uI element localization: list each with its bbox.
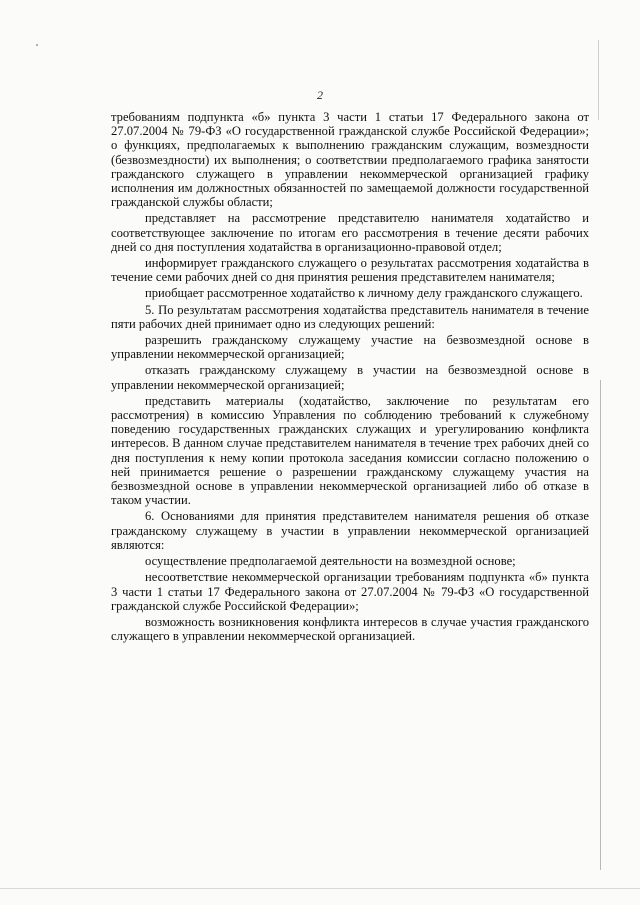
paragraph-refuse: отказать гражданскому служащему в участии на безвозмездной основе в управлении некоммерческой организацией; <box>111 363 589 392</box>
paragraph-section-5: 5. По результатам рассмотрения ходатайства представитель нанимателя в течение пяти рабочих дней принимает одно из следующих решений: <box>111 302 589 331</box>
scan-edge-mark-top <box>598 40 599 120</box>
scan-edge-mark <box>600 380 601 870</box>
paragraph-conflict: возможность возникновения конфликта интересов в случае участия гражданского служащего в управлении некоммерческой организацией. <box>111 614 589 644</box>
paragraph-continuation: требованиям подпункта «б» пункта 3 части 1 статьи 17 Федерального закона от 27.07.2004 № 79-ФЗ «О государственной гражданской службе Российской Федерации»; о функциях, предполагаемых к выполнению гражданским служащим, возмездности (безвозмездности) их выполнения; о соответствии предполагаемого графика занятости гражданского служащего в управлении некоммерческой организацией графику исполнения им должностных обязанностей по замещаемой должности государственной гражданской службы области; <box>111 110 589 210</box>
paragraph-inform-servant: информирует гражданского служащего о результатах рассмотрения ходатайства в течение семи рабочих дней со дня принятия решения представителем нанимателя; <box>111 256 589 285</box>
paragraph-attach-file: приобщает рассмотренное ходатайство к личному делу гражданского служащего. <box>145 286 583 301</box>
paragraph-nonconformity: несоответствие некоммерческой организации требованиям подпункта «б» пункта 3 части 1 статьи 17 Федерального закона от 27.07.2004 № 79-ФЗ «О государственной гражданской службе Российской Федерации»; <box>111 570 589 613</box>
scan-speck <box>36 44 38 46</box>
paragraph-commission: представить материалы (ходатайство, заключение по результатам его рассмотрения) в комиссию Управления по соблюдению требований к служебному поведению государственных гражданских служащих и урегулированию конфликта интересов. В данном случае представителем нанимателя в течение трех рабочих дней со дня поступления к нему копии протокола заседания комиссии согласно положению о ней принимается решение о разрешении гражданскому служащему участия на безвозмездной основе в управлении некоммерческой организацией либо об отказе в таком участии. <box>111 393 589 508</box>
page-number: 2 <box>317 88 323 102</box>
document-body <box>111 110 589 645</box>
paragraph-section-6: 6. Основаниями для принятия представителем нанимателя решения об отказе гражданскому служащему в участии в управлении некоммерческой организацией являются: <box>111 509 589 552</box>
scan-bottom-edge <box>0 888 640 889</box>
paragraph-paid-basis: осуществление предполагаемой деятельности на возмездной основе; <box>145 554 516 569</box>
paragraph-allow: разрешить гражданскому служащему участие на безвозмездной основе в управлении некоммерческой организацией; <box>111 333 589 362</box>
paragraph-submit-petition: представляет на рассмотрение представителю нанимателя ходатайство и соответствующее заключение по итогам его рассмотрения в течение десяти рабочих дней со дня поступления ходатайства в организационно-правовой отдел; <box>111 211 589 254</box>
